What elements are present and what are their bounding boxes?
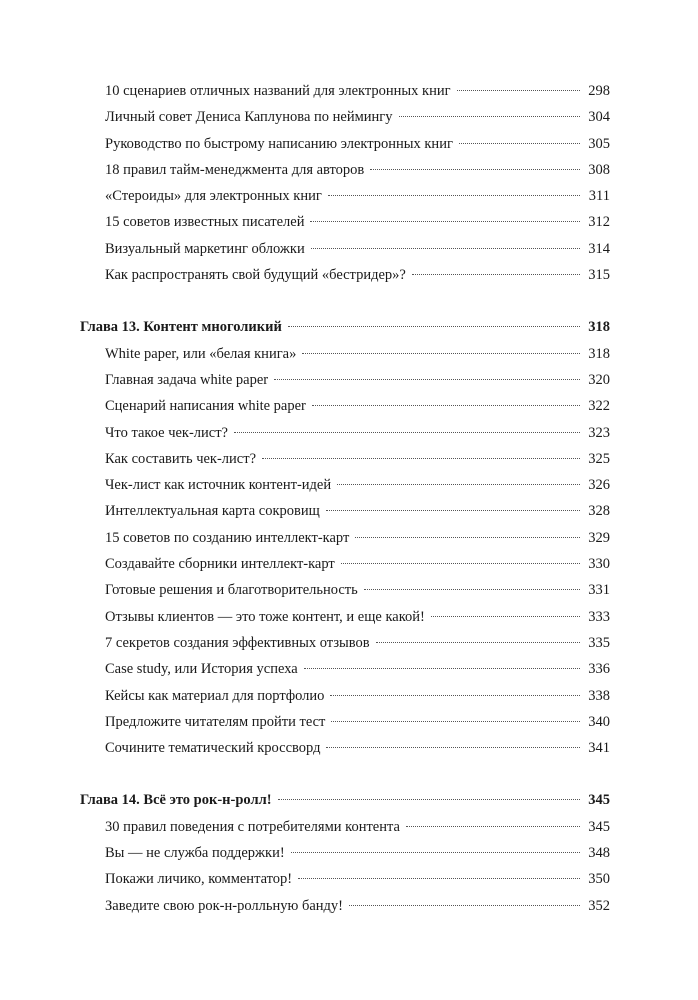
section-gap: [80, 288, 610, 314]
toc-entry[interactable]: [80, 709, 610, 735]
page-number: 328: [588, 503, 610, 520]
entry-title: Интеллектуальная карта сокровищ: [105, 503, 320, 520]
toc-entry[interactable]: [80, 367, 610, 393]
entry-title: Сценарий написания white paper: [105, 398, 306, 415]
page-number: 308: [588, 161, 610, 178]
toc-entry[interactable]: [80, 551, 610, 577]
dot-leader: [298, 878, 580, 879]
page-number: 315: [588, 267, 610, 284]
dot-leader: [262, 458, 580, 459]
page-number: 323: [588, 424, 610, 441]
toc-entry[interactable]: [80, 472, 610, 498]
chapter-title: Глава 13. Контент многоликий: [80, 319, 282, 336]
dot-leader: [274, 379, 580, 380]
dot-leader: [234, 432, 580, 433]
dot-leader: [399, 116, 581, 117]
toc-entry[interactable]: [80, 420, 610, 446]
toc-entry[interactable]: [80, 814, 610, 840]
page-number: 338: [588, 687, 610, 704]
page-number: 348: [588, 845, 610, 862]
chapter-13-entry[interactable]: [80, 314, 610, 340]
toc-entry[interactable]: [80, 525, 610, 551]
dot-leader: [337, 484, 580, 485]
entry-title: White paper, или «белая книга»: [105, 345, 297, 362]
toc-entry[interactable]: [80, 209, 610, 235]
toc-entry[interactable]: [80, 577, 610, 603]
dot-leader: [311, 248, 580, 249]
page-number: 314: [588, 240, 610, 257]
page-number: 322: [588, 398, 610, 415]
page-number: 336: [588, 661, 610, 678]
entry-title: Покажи личико, комментатор!: [105, 871, 293, 888]
dot-leader: [457, 90, 580, 91]
page-number: 312: [588, 214, 610, 231]
entry-title: Сочините тематический кроссворд: [105, 740, 321, 757]
toc-entry[interactable]: [80, 866, 610, 892]
entry-title: Заведите свою рок-н-ролльную банду!: [105, 897, 343, 914]
page-number: 305: [588, 135, 610, 152]
entry-title: Как распространять свой будущий «бестридер»?: [105, 267, 406, 284]
entry-title: Личный совет Дениса Каплунова по неймингу: [105, 109, 393, 126]
toc-entry[interactable]: [80, 157, 610, 183]
dot-leader: [310, 221, 580, 222]
entry-title: «Стероиды» для электронных книг: [105, 188, 322, 205]
toc-entry[interactable]: [80, 341, 610, 367]
toc-group-2: [80, 341, 610, 762]
toc-entry[interactable]: [80, 131, 610, 157]
dot-leader: [291, 852, 580, 853]
toc-entry[interactable]: [80, 183, 610, 209]
dot-leader: [302, 353, 580, 354]
dot-leader: [326, 747, 580, 748]
dot-leader: [376, 642, 580, 643]
page-number: 341: [588, 740, 610, 757]
entry-title: 30 правил поведения с потребителями контента: [105, 818, 400, 835]
page-number: 326: [588, 477, 610, 494]
dot-leader: [355, 537, 580, 538]
dot-leader: [331, 721, 580, 722]
toc-entry[interactable]: [80, 735, 610, 761]
toc-group-1: [80, 78, 610, 288]
toc-entry[interactable]: [80, 236, 610, 262]
page-number: 333: [588, 608, 610, 625]
toc-entry[interactable]: [80, 604, 610, 630]
entry-title: Создавайте сборники интеллект-карт: [105, 556, 335, 573]
page-number: 330: [588, 556, 610, 573]
entry-title: Чек-лист как источник контент-идей: [105, 477, 332, 494]
dot-leader: [406, 826, 580, 827]
page-number: 345: [588, 792, 610, 809]
page-number: 318: [588, 345, 610, 362]
chapter-14-entry[interactable]: [80, 787, 610, 813]
dot-leader: [459, 143, 580, 144]
page-number: 340: [588, 713, 610, 730]
entry-title: Визуальный маркетинг обложки: [105, 240, 305, 257]
page-number: 350: [588, 871, 610, 888]
entry-title: Предложите читателям пройти тест: [105, 713, 326, 730]
toc-entry[interactable]: [80, 498, 610, 524]
page-number: 329: [588, 529, 610, 546]
dot-leader: [326, 510, 580, 511]
page-number: 311: [588, 188, 610, 205]
dot-leader: [364, 589, 580, 590]
toc-entry[interactable]: [80, 262, 610, 288]
entry-title: 10 сценариев отличных названий для электронных книг: [105, 83, 451, 99]
entry-title: 7 секретов создания эффективных отзывов: [105, 634, 370, 651]
dot-leader: [412, 274, 580, 275]
page-number: 345: [588, 818, 610, 835]
dot-leader: [328, 195, 580, 196]
toc-entry[interactable]: [80, 393, 610, 419]
section-gap: [80, 761, 610, 787]
page-number: 325: [588, 450, 610, 467]
table-of-contents: [80, 78, 610, 919]
chapter-title: Глава 14. Всё это рок-н-ролл!: [80, 792, 272, 809]
entry-title: Руководство по быстрому написанию электронных книг: [105, 135, 453, 152]
toc-entry[interactable]: [80, 840, 610, 866]
toc-entry[interactable]: [80, 446, 610, 472]
entry-title: Главная задача white paper: [105, 371, 269, 388]
toc-entry[interactable]: [80, 630, 610, 656]
entry-title: Что такое чек-лист?: [105, 424, 228, 441]
entry-title: Кейсы как материал для портфолио: [105, 687, 325, 704]
entry-title: 18 правил тайм-менеджмента для авторов: [105, 161, 365, 178]
toc-group-3: [80, 814, 610, 919]
page-number: 318: [588, 319, 610, 336]
entry-title: Отзывы клиентов — это тоже контент, и еще какой!: [105, 608, 425, 625]
page-number: 320: [588, 371, 610, 388]
dot-leader: [278, 799, 580, 800]
toc-entry[interactable]: [80, 656, 610, 682]
page-number: 331: [588, 582, 610, 599]
dot-leader: [312, 405, 580, 406]
page-number: 335: [588, 634, 610, 651]
page-number: 304: [588, 109, 610, 126]
entry-title: 15 советов известных писателей: [105, 214, 305, 231]
dot-leader: [341, 563, 580, 564]
entry-title: 15 советов по созданию интеллект-карт: [105, 529, 350, 546]
dot-leader: [431, 616, 580, 617]
dot-leader: [349, 905, 580, 906]
dot-leader: [288, 326, 580, 327]
toc-entry[interactable]: [80, 104, 610, 130]
toc-entry[interactable]: [80, 683, 610, 709]
page-number: 352: [588, 897, 610, 914]
toc-entry[interactable]: [80, 78, 610, 104]
toc-entry[interactable]: [80, 893, 610, 919]
dot-leader: [304, 668, 580, 669]
entry-title: Вы — не служба поддержки!: [105, 845, 285, 862]
dot-leader: [370, 169, 580, 170]
entry-title: Как составить чек-лист?: [105, 450, 257, 467]
entry-title: Case study, или История успеха: [105, 661, 298, 678]
entry-title: Готовые решения и благотворительность: [105, 582, 358, 599]
dot-leader: [330, 695, 580, 696]
page-number: 298: [588, 83, 610, 99]
